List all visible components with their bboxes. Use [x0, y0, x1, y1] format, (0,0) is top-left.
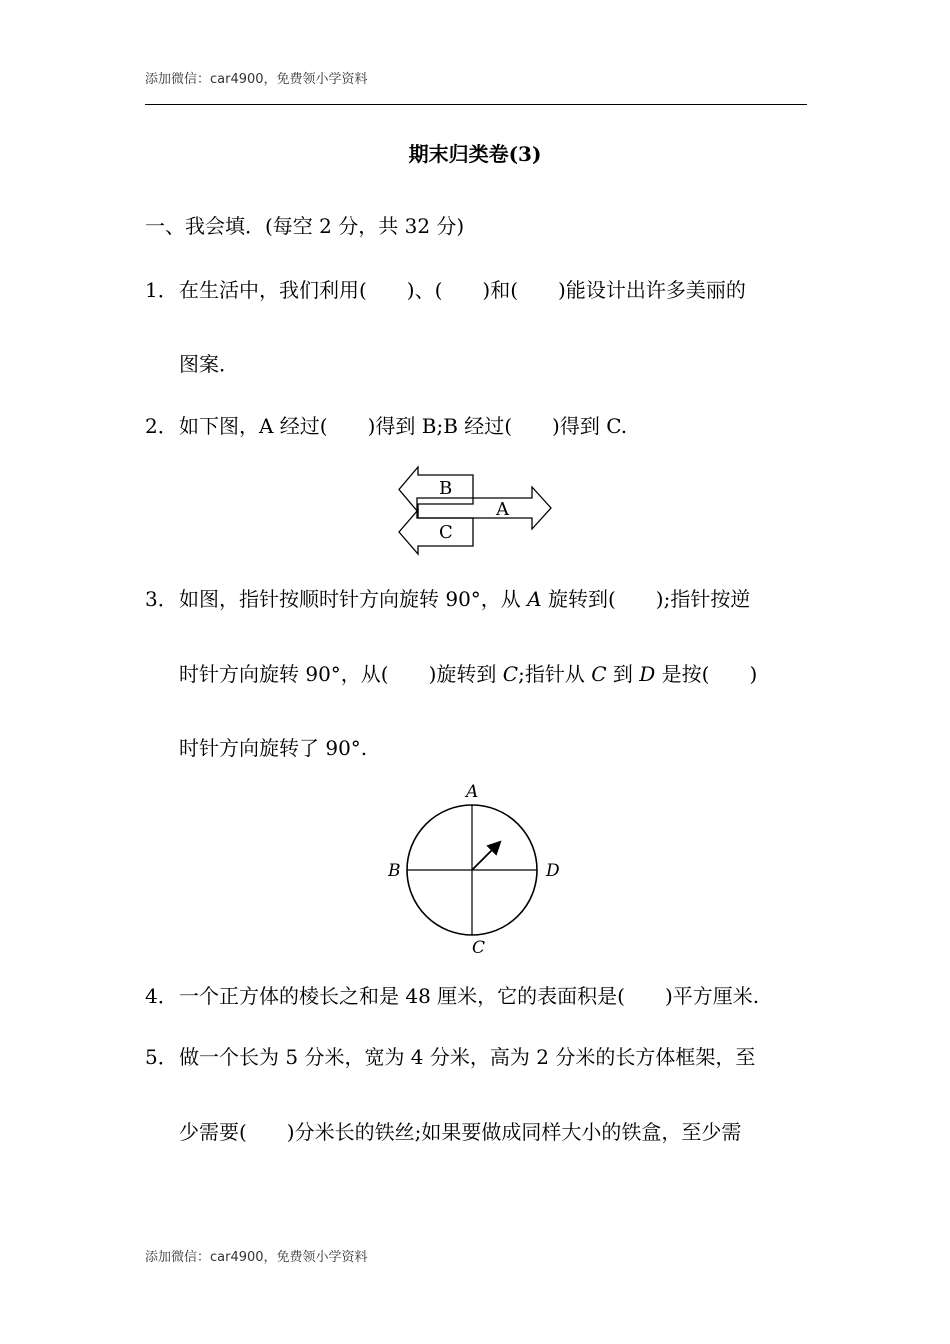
label-d: D — [546, 861, 560, 881]
question-number: 2． — [145, 414, 178, 438]
arrow-b-shape — [399, 467, 473, 512]
question-text: 一个正方体的棱长之和是 48 厘米，它的表面积是( )平方厘米. — [179, 984, 760, 1008]
question-5-line-1 — [145, 1043, 755, 1071]
question-3-line-2 — [179, 660, 757, 688]
pointer-arrow — [472, 843, 499, 870]
point-label: A — [527, 587, 542, 611]
page-title: 期末归类卷(3) — [408, 142, 542, 166]
section-heading: 一、我会填．(每空 2 分，共 32 分) — [145, 214, 465, 238]
point-label: D — [639, 662, 656, 686]
question-4 — [145, 982, 759, 1010]
clock-figure — [380, 778, 570, 960]
arrow-a-label: A — [496, 499, 509, 520]
label-a: A — [466, 782, 479, 802]
label-c: C — [472, 938, 486, 958]
question-number: 5． — [145, 1045, 178, 1069]
arrow-b-label: B — [439, 478, 453, 499]
text-run: 如图，指针按顺时针方向旋转 90°，从 — [179, 587, 528, 611]
point-label: C — [502, 662, 519, 686]
text-run: 时针方向旋转 90°，从( )旋转到 — [179, 662, 503, 686]
question-3-line-3: 时针方向旋转了 90°. — [179, 736, 368, 760]
question-3-line-1 — [145, 585, 750, 613]
question-number: 4． — [145, 984, 178, 1008]
question-text: 做一个长为 5 分米，宽为 4 分米，高为 2 分米的长方体框架，至 — [179, 1045, 756, 1069]
text-run: ;指针从 — [518, 662, 592, 686]
question-text: 如下图，A 经过( )得到 B;B 经过( )得到 C. — [179, 414, 628, 438]
text-run: 旋转到( );指针按逆 — [541, 587, 751, 611]
text-run: 是按( ) — [655, 662, 758, 686]
header-note: 添加微信：car4900，免费领小学资料 — [145, 72, 368, 87]
question-1-line-2: 图案． — [179, 352, 239, 376]
question-1-line-1 — [145, 276, 746, 304]
arrow-a-shape — [417, 487, 551, 529]
question-number: 1． — [145, 278, 178, 302]
question-text: 在生活中，我们利用( )、( )和( )能设计出许多美丽的 — [179, 278, 746, 302]
question-2 — [145, 412, 627, 440]
label-b: B — [388, 861, 401, 881]
arrow-c-label: C — [439, 522, 453, 543]
point-label: C — [591, 662, 607, 686]
question-number: 3． — [145, 587, 178, 611]
question-5-line-2: 少需要( )分米长的铁丝;如果要做成同样大小的铁盒，至少需 — [179, 1120, 742, 1144]
header-rule — [145, 104, 807, 105]
footer-note: 添加微信：car4900，免费领小学资料 — [145, 1250, 368, 1265]
arrows-figure — [395, 460, 555, 556]
text-run: 到 — [606, 662, 640, 686]
arrow-c-shape — [399, 510, 473, 554]
